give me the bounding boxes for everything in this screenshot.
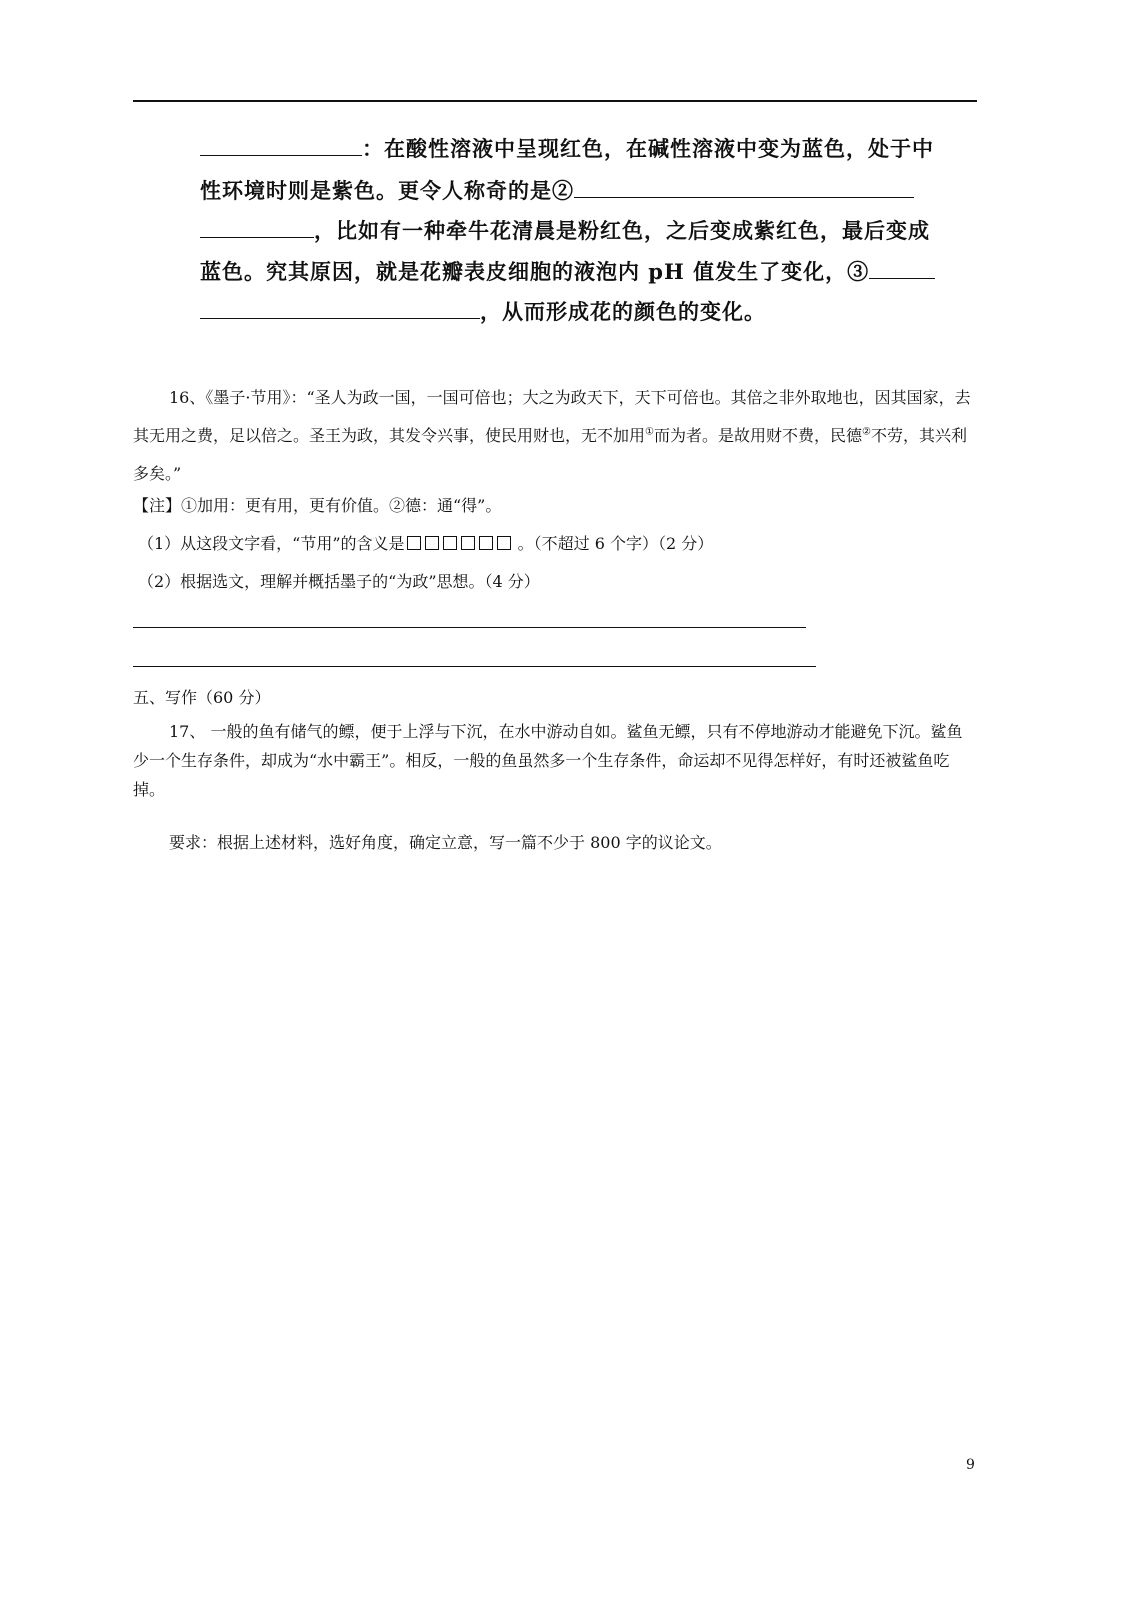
q16-sub2: （2）根据选文，理解并概括墨子的“为政”思想。（4 分） [138, 572, 540, 591]
writing-requirement: 要求：根据上述材料，选好角度，确定立意，写一篇不少于 800 字的议论文。 [169, 833, 722, 852]
answer-line-1 [133, 627, 806, 628]
answer-line-2 [133, 666, 816, 667]
q17-prompt: 17、 一般的鱼有储气的鳔，便于上浮与下沉，在水中游动自如。鲨鱼无鳔，只有不停地游动才能避免下沉。鲨鱼少一个生存条件，却成为“水中霸王”。相反，一般的鱼虽然多一个生存条件，命运却不见得怎样好，有时还被鲨鱼吃掉。 [133, 722, 963, 799]
blank-3 [869, 260, 935, 279]
header-rule [133, 100, 977, 102]
q15-line-2: 性环境时则是紫色。更令人称奇的是② [200, 175, 914, 205]
answer-box [407, 536, 421, 550]
section5-heading: 五、写作（60 分） [133, 688, 271, 707]
page-number: 9 [966, 1457, 975, 1473]
answer-box [461, 536, 475, 550]
q16-passage: 16、《墨子·节用》：“圣人为政一国，一国可倍也；大之为政天下，天下可倍也。其倍之非外取地也，因其国家，去其无用之费，足以倍之。圣王为政，其发令兴事，使民用财也，无不加用①而为者。是故用财不费，民德②不劳，其兴利多矣。” [133, 388, 971, 483]
answer-box [443, 536, 457, 550]
q16-note: 【注】①加用：更有用，更有价值。②德：通“得”。 [133, 496, 502, 515]
answer-box [479, 536, 493, 550]
blank-2-cont [200, 219, 314, 238]
q15-line-1: ：在酸性溶液中呈现红色，在碱性溶液中变为蓝色，处于中 [200, 133, 934, 163]
q16-sub1: （1）从这段文字看，“节用”的含义是 。（不超过 6 个字）（2 分） [138, 534, 714, 553]
answer-box [497, 536, 511, 550]
q15-line-3: ，比如有一种牵牛花清晨是粉红色，之后变成紫红色，最后变成 [200, 215, 930, 245]
q15-line-4: 蓝色。究其原因，就是花瓣表皮细胞的液泡内 pH 值发生了变化，③ [200, 256, 935, 286]
blank-1 [200, 137, 362, 156]
blank-2 [574, 179, 914, 198]
blank-3-cont [200, 300, 480, 319]
answer-box [425, 536, 439, 550]
q15-line-5: ，从而形成花的颜色的变化。 [200, 296, 766, 326]
